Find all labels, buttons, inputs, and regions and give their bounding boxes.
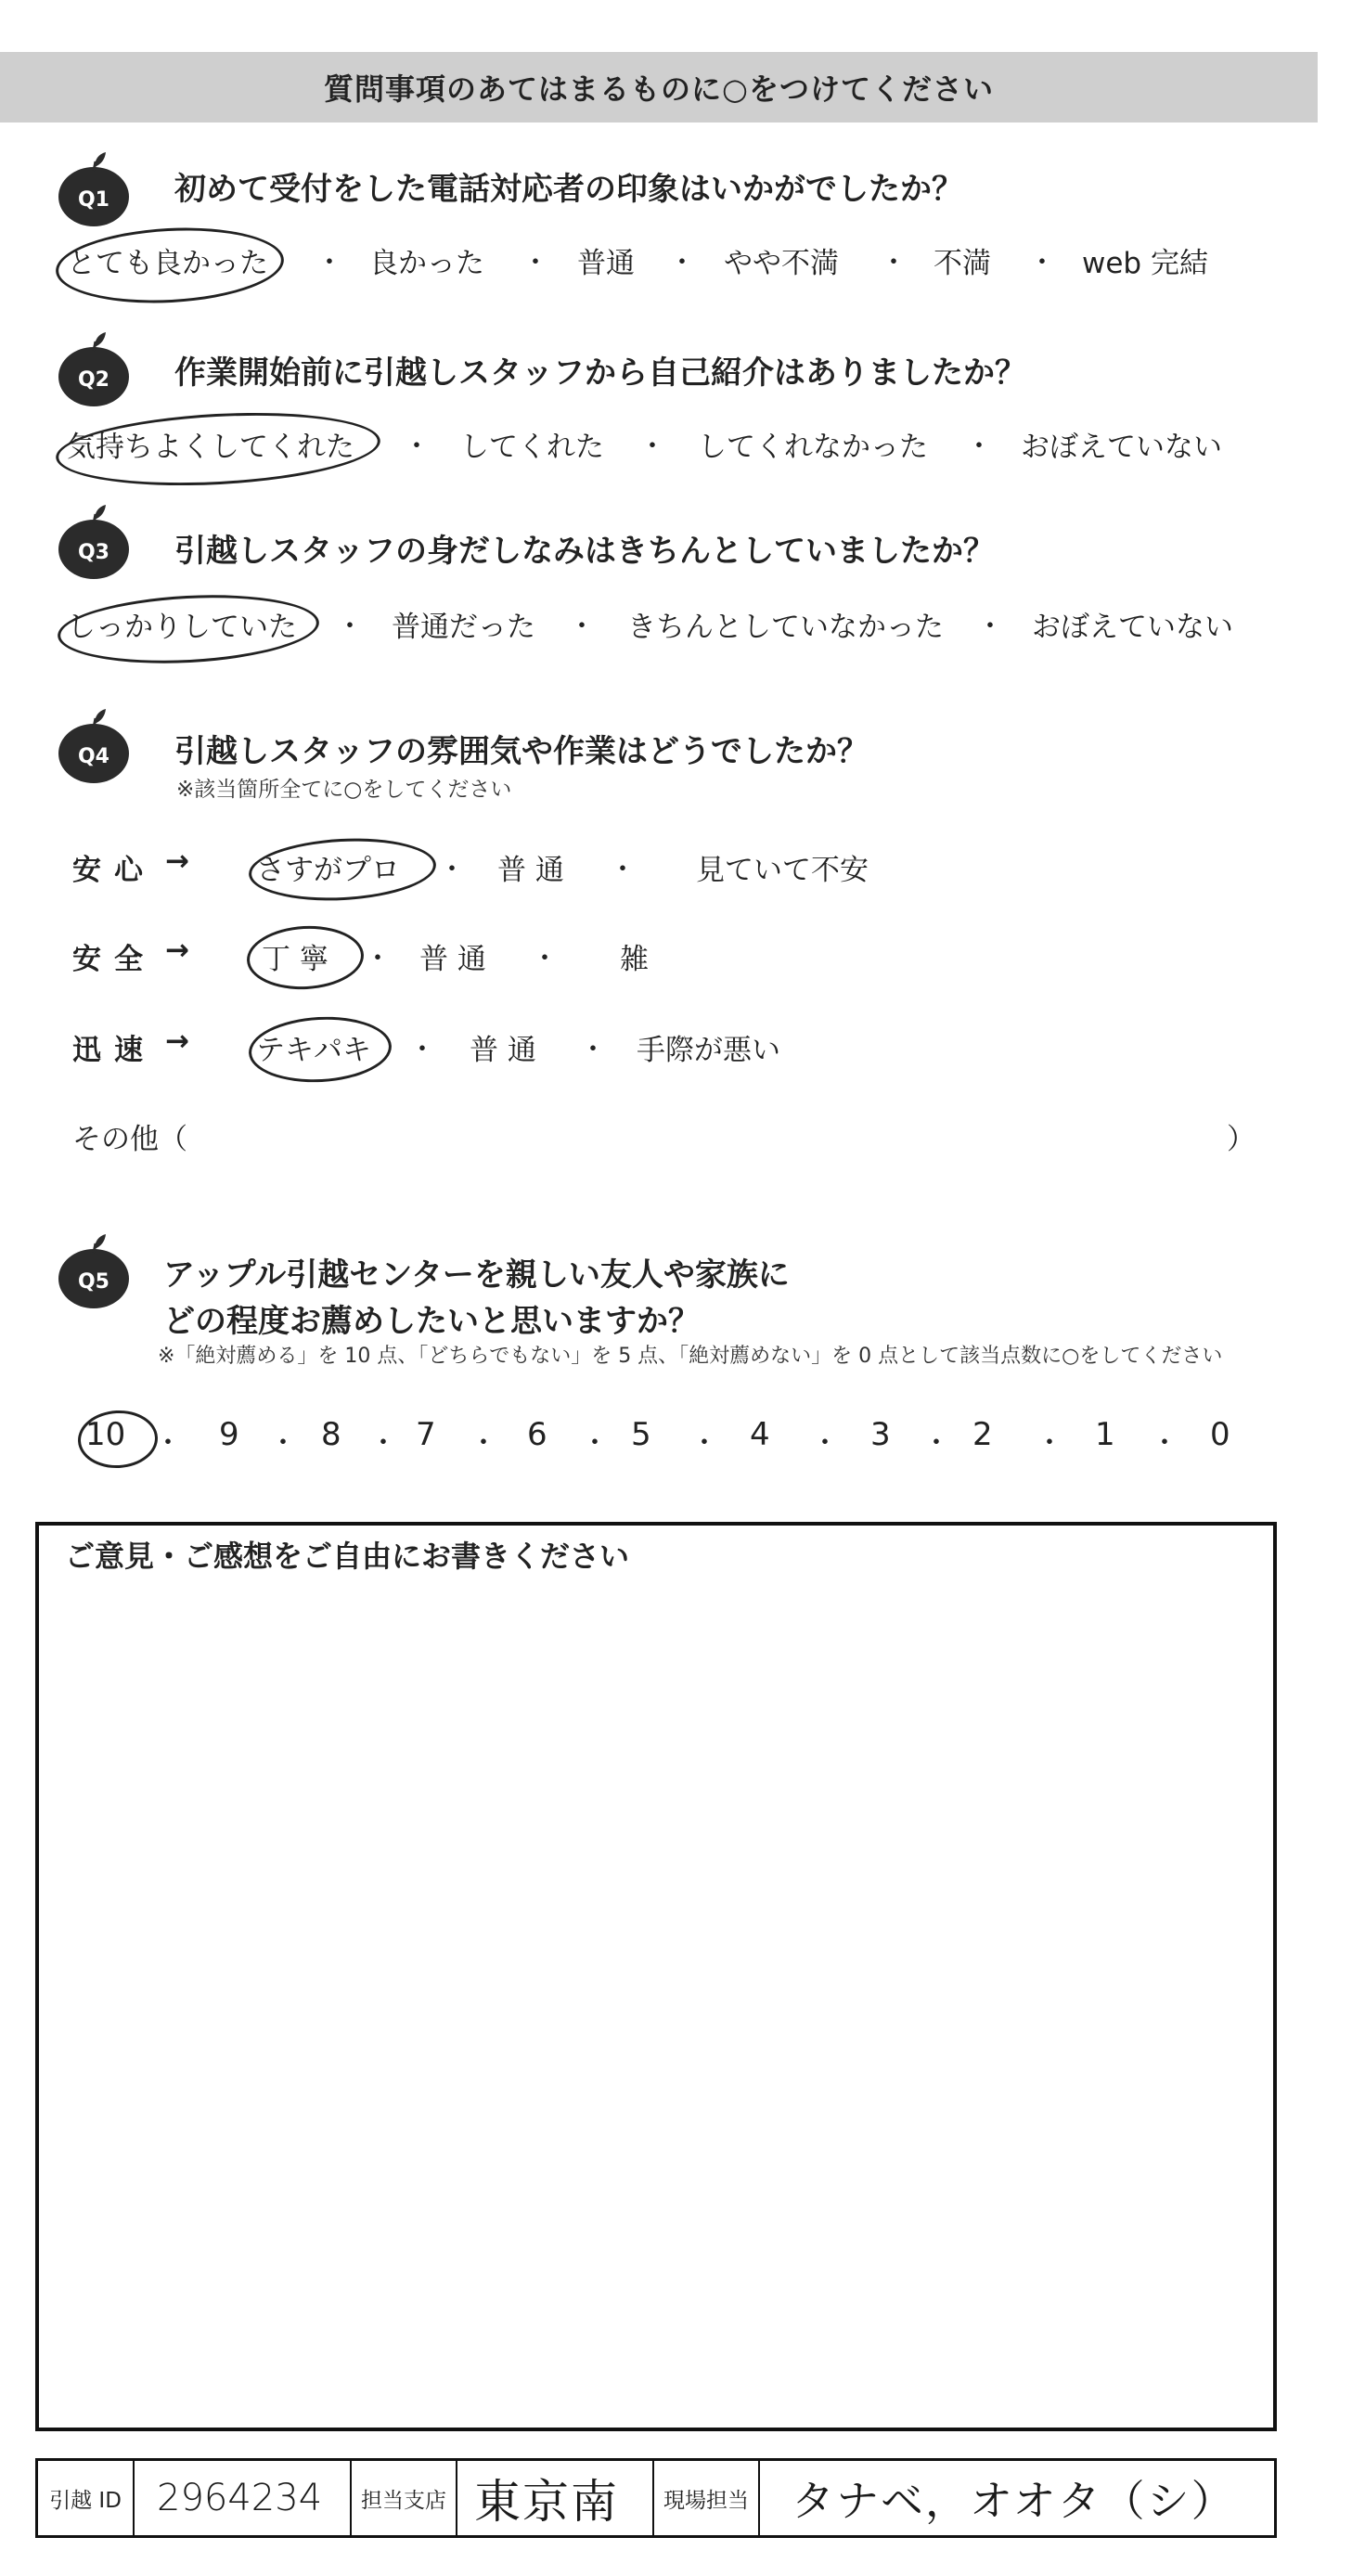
q1-option[interactable]: 不満 (934, 247, 991, 280)
q1-option[interactable]: 良かった (369, 247, 484, 280)
header-bar (0, 52, 1318, 122)
arrow-icon: → (165, 934, 189, 967)
q5-score[interactable]: 5 (631, 1416, 651, 1453)
q5-question-line2: どの程度お薦めしたいと思いますか？ (163, 1303, 700, 1340)
q4-row-label: 安全 (72, 943, 156, 976)
q4-question: 引越しスタッフの雰囲気や作業はどうでしたか？ (174, 733, 869, 770)
q4-badge-icon (54, 705, 134, 785)
q5-question-line1: アップル引越センターを親しい友人や家族に (163, 1256, 790, 1294)
q4-option[interactable]: 雑 (620, 943, 649, 976)
q4-selection-circle (247, 1013, 393, 1086)
q4-option[interactable]: テキパキ (256, 1034, 371, 1067)
q1-option[interactable]: やや不満 (724, 247, 839, 280)
q4-option[interactable]: 見ていて不安 (696, 854, 869, 887)
q4-option[interactable]: 手際が悪い (637, 1034, 780, 1067)
q2-selection-circle (54, 406, 381, 493)
q3-question: 引越しスタッフの身だしなみはきちんとしていましたか？ (174, 533, 995, 570)
q1-selection-circle (54, 223, 286, 309)
q5-score[interactable]: 0 (1210, 1416, 1230, 1453)
q5-badge-icon (54, 1230, 134, 1310)
q1-badge-icon (54, 148, 134, 228)
arrow-icon: → (165, 1024, 189, 1058)
q1-option[interactable]: web 完結 (1082, 247, 1208, 280)
q4-other-label: その他（ (72, 1123, 187, 1156)
q3-badge-icon (54, 501, 134, 581)
q4-row-options: 丁 寧 ・ 普 通 ・ 雑 (0, 935, 1352, 976)
q1-question: 初めて受付をした電話対応者の印象はいかがでしたか？ (174, 171, 963, 208)
q2-option[interactable]: してくれなかった (698, 431, 928, 464)
q1-options: とても良かった ・ 良かった ・ 普通 ・ やや不満 ・ 不満 ・ web 完結 (0, 239, 1352, 280)
q2-option[interactable]: おぼえていない (1021, 431, 1222, 464)
arrow-icon: → (165, 844, 189, 878)
q3-option[interactable]: 普通だった (392, 611, 535, 644)
q4-row-label: 迅速 (72, 1034, 156, 1067)
q3-selection-circle (56, 589, 320, 670)
svg-text:Q1: Q1 (77, 188, 110, 212)
q5-score[interactable]: 1 (1095, 1416, 1115, 1453)
q1-option[interactable]: 普通 (577, 247, 635, 280)
q5-note: ※「絶対薦める」を 10 点、「どちらでもない」を 5 点、「絶対薦めない」を 0 点として該当点数に○をしてください (158, 1345, 1223, 1368)
q2-badge-icon (54, 328, 134, 408)
q4-option[interactable]: さすがプロ (256, 854, 400, 887)
move-id-value[interactable]: 2964234 (135, 2461, 352, 2535)
q5-score[interactable]: 7 (416, 1416, 436, 1453)
q5-score[interactable]: 4 (750, 1416, 770, 1453)
q2-option[interactable]: してくれた (460, 431, 604, 464)
q3-option[interactable]: おぼえていない (1032, 611, 1233, 644)
q1-option[interactable]: とても良かった (67, 247, 268, 280)
site-staff-value[interactable]: タナベ，オオタ（シ） (792, 2476, 1236, 2526)
site-staff-label: 現場担当 (654, 2461, 760, 2535)
q4-option[interactable]: 普 通 (497, 854, 564, 887)
svg-text:Q2: Q2 (77, 368, 110, 392)
q5-score[interactable]: 3 (870, 1416, 891, 1453)
q3-option[interactable]: しっかりしていた (67, 611, 297, 644)
header-title: 質問事項のあてはまるものに○をつけてください (324, 71, 994, 107)
q2-question: 作業開始前に引越しスタッフから自己紹介はありましたか？ (174, 354, 1026, 392)
q4-option[interactable]: 普 通 (419, 943, 486, 976)
q3-options: しっかりしていた ・ 普通だった ・ きちんとしていなかった ・ おぼえていない (0, 603, 1352, 644)
q5-score[interactable]: 6 (527, 1416, 547, 1453)
q4-selection-circle (247, 834, 437, 905)
footer-table (35, 2458, 1277, 2538)
q3-option[interactable]: きちんとしていなかった (627, 611, 944, 644)
svg-text:Q4: Q4 (77, 745, 110, 768)
q5-score[interactable]: 2 (972, 1416, 993, 1453)
q4-row-label: 安心 (72, 854, 156, 887)
svg-text:Q5: Q5 (77, 1270, 110, 1294)
q4-note: ※該当箇所全てに○をしてください (176, 778, 512, 802)
q4-selection-circle (245, 923, 365, 993)
q5-score[interactable]: 10 (85, 1416, 126, 1453)
branch-value[interactable]: 東京南 (457, 2461, 654, 2535)
q5-score-row: 10 ・ 9 ・ 8 ・ 7 ・ 6 ・ 5 ・ 4 ・ 3 ・ 2 ・ 1 ・ 0 (85, 1416, 1230, 1460)
comments-title: ご意見・ご感想をご自由にお書きください (65, 1539, 630, 1574)
q4-row-options: テキパキ ・ 普 通 ・ 手際が悪い (0, 1026, 1352, 1067)
q4-option[interactable]: 普 通 (470, 1034, 536, 1067)
comments-field[interactable] (65, 1587, 1253, 2403)
svg-text:Q3: Q3 (77, 541, 110, 564)
q5-score[interactable]: 8 (321, 1416, 341, 1453)
q4-option[interactable]: 丁 寧 (262, 943, 328, 976)
q2-option[interactable]: 気持ちよくしてくれた (67, 431, 354, 464)
q4-row-options: さすがプロ ・ 普 通 ・ 見ていて不安 (0, 846, 1352, 887)
q5-score[interactable]: 9 (219, 1416, 239, 1453)
q4-other-close: ） (1227, 1123, 1255, 1156)
q2-options: 気持ちよくしてくれた ・ してくれた ・ してくれなかった ・ おぼえていない (0, 423, 1352, 464)
move-id-label: 引越 ID (38, 2461, 135, 2535)
branch-label: 担当支店 (352, 2461, 457, 2535)
